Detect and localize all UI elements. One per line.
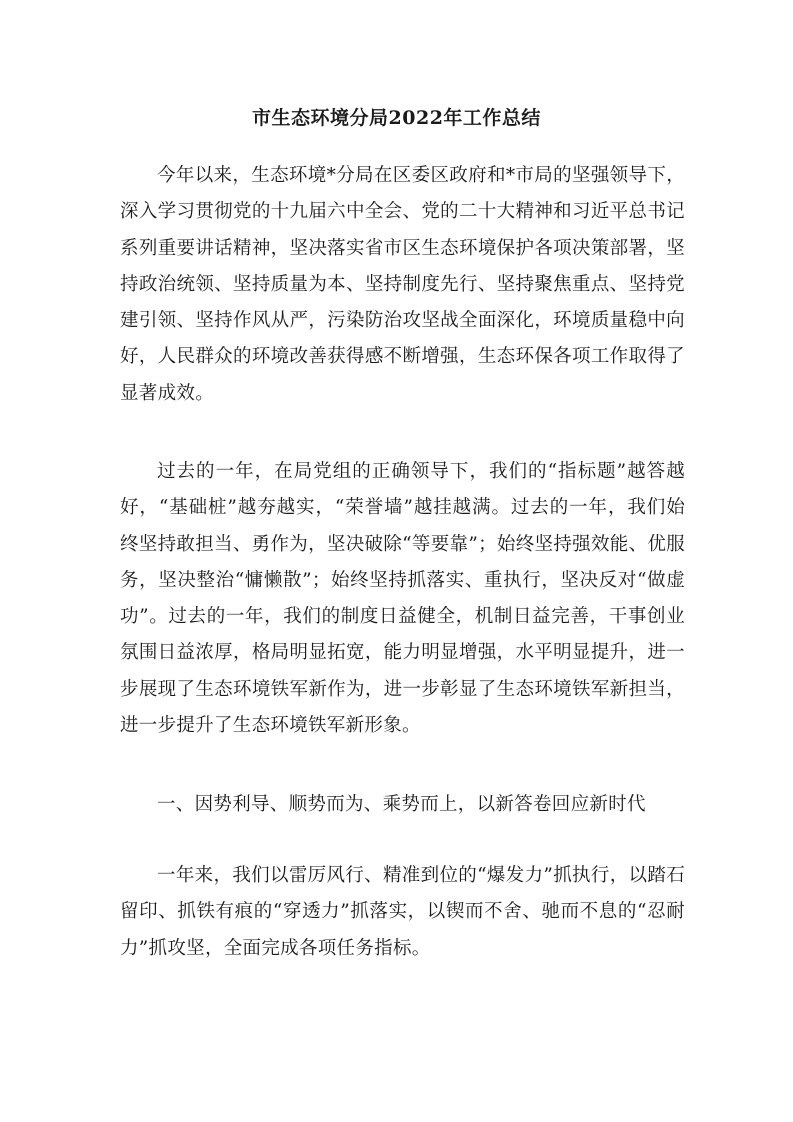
- section-heading: 一、因势利导、顺势而为、乘势而上，以新答卷回应新时代: [157, 794, 646, 815]
- review-paragraph: 过去的一年，在局党组的正确领导下，我们的“指标题”越答越好，“基础桩”越夯越实，“荣誉墙”越挂越满。过去的一年，我们始终坚持敢担当、勇作为，坚决破除“等要靠”；始终坚持强效能、优服务，坚决整治“慵懒散”；始终坚持抓落实、重执行，坚决反对“做虚功”。过去的一年，我们的制度日益健全，机制日益完善，干事创业氛围日益浓厚，格局明显拓宽，能力明显增强，水平明显提升，进一步展现了生态环境铁军新作为，进一步彰显了生态环境铁军新担当，进一步提升了生态环境铁军新形象。: [120, 461, 685, 737]
- document-title: 市生态环境分局2022年工作总结: [252, 107, 541, 129]
- section-paragraph: 一年来，我们以雷厉风行、精准到位的“爆发力”抓执行，以踏石留印、抓铁有痕的“穿透力”抓落实，以锲而不舍、驰而不息的“忍耐力”抓攻坚，全面完成各项任务指标。: [120, 865, 685, 959]
- intro-paragraph: 今年以来，生态环境*分局在区委区政府和*市局的坚强领导下，深入学习贯彻党的十九届六中全会、党的二十大精神和习近平总书记系列重要讲话精神，坚决落实省市区生态环境保护各项决策部署，坚持政治统领、坚持质量为本、坚持制度先行、坚持聚焦重点、坚持党建引领、坚持作风从严，污染防治攻坚战全面深化，环境质量稳中向好，人民群众的环境改善获得感不断增强，生态环保各项工作取得了显著成效。: [120, 165, 685, 404]
